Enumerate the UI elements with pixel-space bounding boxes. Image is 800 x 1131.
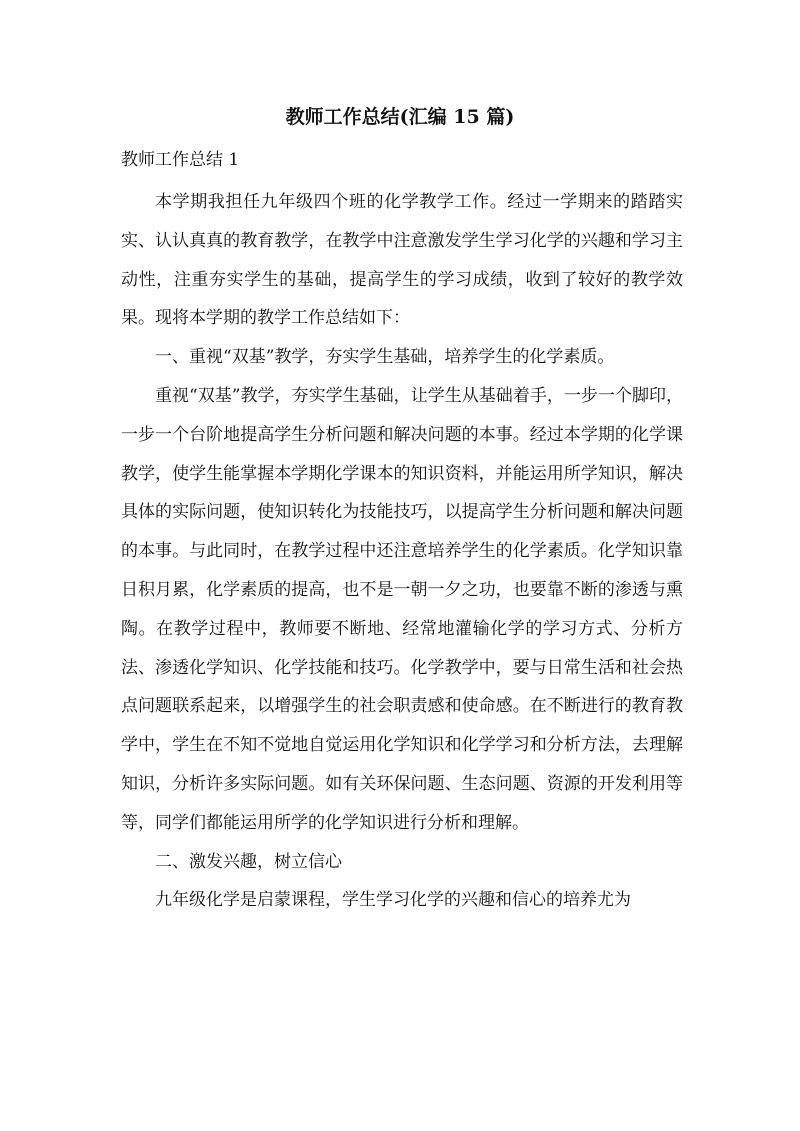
paragraph-heading-1: 一、重视“双基”教学，夯实学生基础，培养学生的化学素质。 [155, 347, 615, 368]
paragraph-body-2: 九年级化学是启蒙课程，学生学习化学的兴趣和信心的培养尤为 [155, 890, 631, 911]
paragraph-intro: 本学期我担任九年级四个班的化学教学工作。经过一学期来的踏踏实实、认认真真的教育教学，在教学中注意激发学生学习化学的兴趣和学习主动性，注重夯实学生的基础，提高学生的学习成绩，收到了较好的教学效果。现将本学期的教学工作总结如下： [121, 192, 683, 329]
paragraph-heading-2: 二、激发兴趣，树立信心 [155, 851, 342, 872]
paragraph-body-1: 重视“双基”教学，夯实学生基础，让学生从基础着手，一步一个脚印，一步一个台阶地提高学生分析问题和解决问题的本事。经过本学期的化学课教学，使学生能掌握本学期化学课本的知识资料，并能运用所学知识，解决具体的实际问题，使知识转化为技能技巧，以提高学生分析问题和解决问题的本事。与此同时，在教学过程中还注意培养学生的化学素质。化学知识靠日积月累，化学素质的提高，也不是一朝一夕之功，也要靠不断的渗透与熏陶。在教学过程中，教师要不断地、经常地灌输化学的学习方式、分析方法、渗透化学知识、化学技能和技巧。化学教学中，要与日常生活和社会热点问题联系起来，以增强学生的社会职责感和使命感。在不断进行的教育教学中，学生在不知不觉地自觉运用化学知识和化学学习和分析方法，去理解知识，分析许多实际问题。如有关环保问题、生态问题、资源的开发利用等等，同学们都能运用所学的化学知识进行分析和理解。 [121, 385, 683, 833]
document-body [121, 183, 683, 920]
document-title: 教师工作总结(汇编 15 篇) [285, 106, 515, 128]
section-heading: 教师工作总结 1 [121, 150, 240, 170]
